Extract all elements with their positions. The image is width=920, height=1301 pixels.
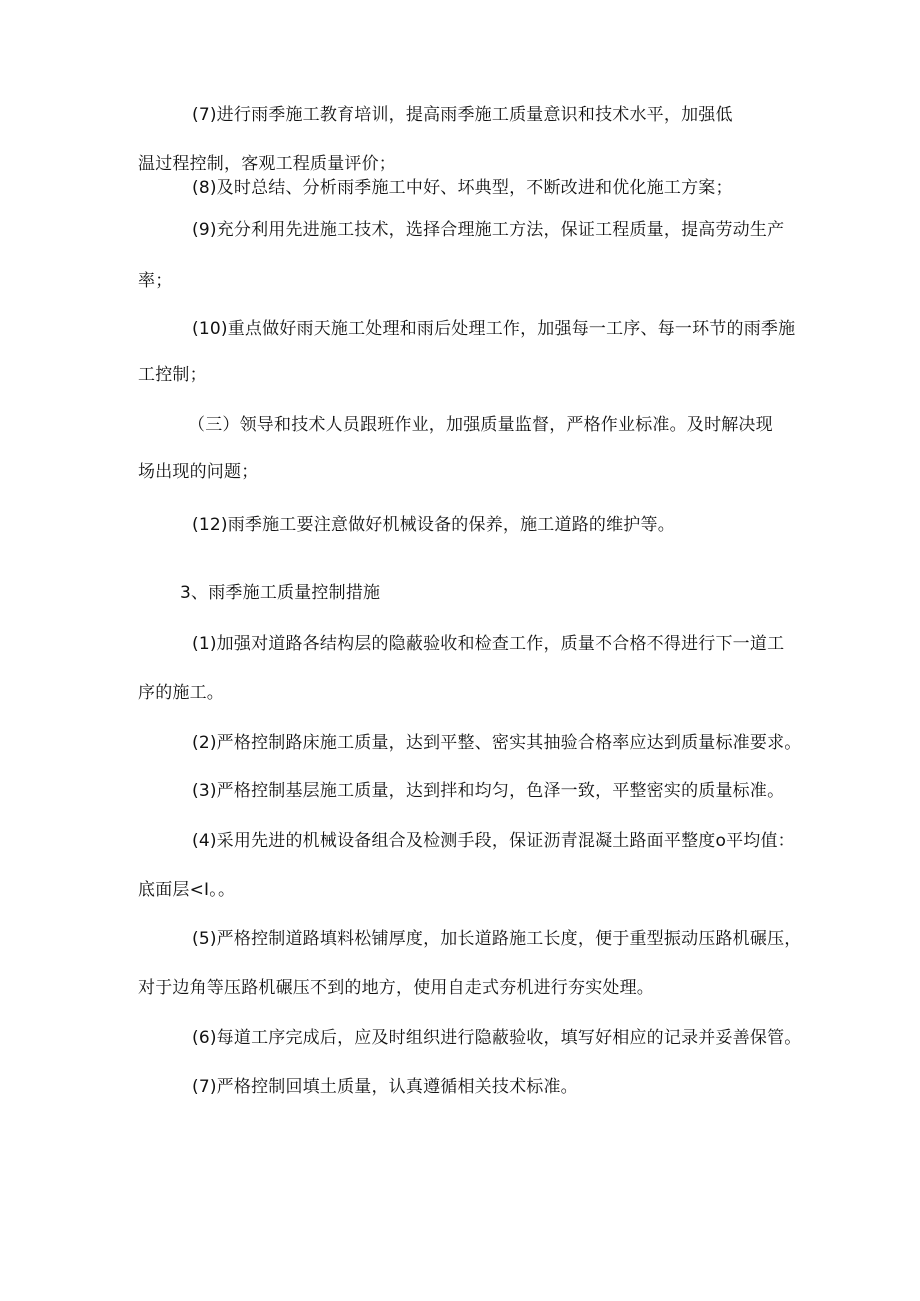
paragraph-line: 序的施工。 <box>138 683 224 703</box>
paragraph-line: (7)进行雨季施工教育培训，提高雨季施工质量意识和技术水平，加强低 <box>192 105 733 125</box>
paragraph-line: 底面层<I。。 <box>138 880 236 900</box>
paragraph-line: (9)充分利用先进施工技术，选择合理施工方法，保证工程质量，提高劳动生产 <box>192 220 785 240</box>
paragraph-line: (7)严格控制回填土质量，认真遵循相关技术标准。 <box>192 1077 578 1097</box>
paragraph-line: 工控制； <box>138 365 207 385</box>
section-heading: 3、雨季施工质量控制措施 <box>180 583 381 603</box>
paragraph-line: （三）领导和技术人员跟班作业，加强质量监督，严格作业标准。及时解决现 <box>188 415 773 435</box>
paragraph-line: 率； <box>138 271 173 291</box>
paragraph-line: (6)每道工序完成后，应及时组织进行隐蔽验收，填写好相应的记录并妥善保管。 <box>192 1028 802 1048</box>
paragraph-line: (2)严格控制路床施工质量，达到平整、密实其抽验合格率应达到质量标准要求。 <box>192 733 802 753</box>
paragraph-line: (10)重点做好雨天施工处理和雨后处理工作，加强每一工序、每一环节的雨季施 <box>192 319 796 339</box>
paragraph-line: (8)及时总结、分析雨季施工中好、坏典型，不断改进和优化施工方案； <box>192 178 733 198</box>
paragraph-line: 场出现的问题； <box>138 462 259 482</box>
paragraph-line: 对于边角等压路机碾压不到的地方，使用自走式夯机进行夯实处理。 <box>138 978 654 998</box>
paragraph-line: (12)雨季施工要注意做好机械设备的保养，施工道路的维护等。 <box>192 515 675 535</box>
paragraph-line: 温过程控制，客观工程质量评价； <box>138 154 396 174</box>
paragraph-line: (5)严格控制道路填料松铺厚度，加长道路施工长度，便于重型振动压路机碾压， <box>192 929 802 949</box>
paragraph-line: (3)严格控制基层施工质量，达到拌和均匀，色泽一致，平整密实的质量标准。 <box>192 781 785 801</box>
paragraph-line: (4)采用先进的机械设备组合及检测手段，保证沥青混凝土路面平整度o平均值： <box>192 831 795 851</box>
paragraph-line: (1)加强对道路各结构层的隐蔽验收和检查工作，质量不合格不得进行下一道工 <box>192 634 785 654</box>
